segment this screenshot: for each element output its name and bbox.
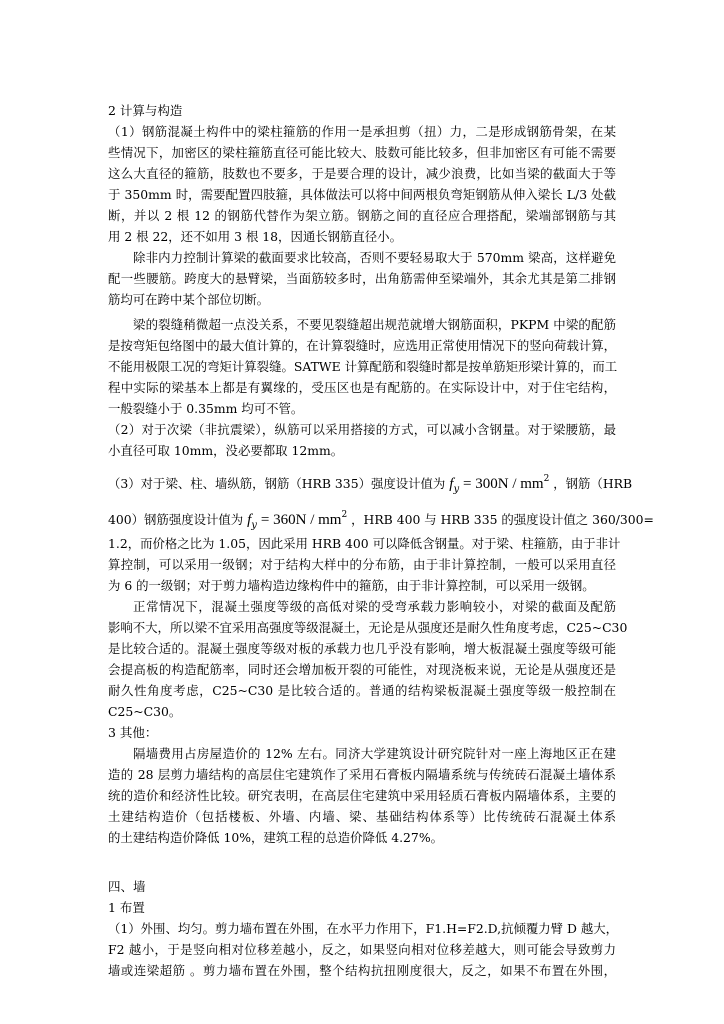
text-line: 不能用极限工况的弯矩计算裂缝。SATWE 计算配筋和裂缝时都是按单筋矩形梁计算的，而工 [108,359,618,374]
text-line: 配一些腰筋。跨度大的悬臂梁，当面筋较多时，出角筋需伸至梁端外，其余尤其是第二排钢 [108,271,616,286]
text-line: 断，并以 2 根 12 的钢筋代替作为架立筋。钢筋之间的直径应合理搭配，梁端部钢筋与其 [108,208,616,223]
text-segment: ，HRB 400 与 HRB 335 的强度设计值之 360/300= [351,512,654,527]
section-heading-2: 2 计算与构造 [108,103,183,118]
formula-symbol: f [449,476,454,492]
text-line: 小直径可取 10mm，没必要都取 12mm。 [108,443,344,458]
text-segment: 400）钢筋强度设计值为 [108,512,244,527]
text-line: 筋均可在跨中某个部位切断。 [108,292,270,307]
formula-line-fy-335 [108,461,633,497]
formula-superscript: 2 [543,474,550,484]
text-line: （1）钢筋混凝土构件中的梁柱箍筋的作用一是承担剪（扭）力，二是形成钢筋骨架，在某 [108,124,616,139]
formula-subscript: y [251,520,257,531]
text-line: 耐久性角度考虑，C25~C30 是比较合适的。普通的结构梁板混凝土强度等级一般控制在 [108,683,616,698]
section-heading-4: 四、墙 [108,879,146,894]
text-line: 用 2 根 22，还不如用 3 根 18，因通长钢筋直径小。 [108,229,402,244]
document-page [108,100,654,981]
text-segment: （3）对于梁、柱、墙纵筋，钢筋（HRB 335）强度设计值为 [108,476,446,491]
text-line: 会提高板的构造配筋率，同时还会增加板开裂的可能性，对现浇板来说，无论是从强度还是 [108,662,616,677]
formula-superscript: 2 [341,510,348,520]
text-line: 算控制，可以采用一级钢；对于结构大样中的分布筋，由于非计算控制，一般可以采用直径 [108,557,616,572]
formula-value: = 300N / mm [463,476,544,492]
text-segment: ，钢筋（HRB [553,476,633,491]
text-line: 除非内力控制计算梁的截面要求比较高，否则不要轻易取大于 570mm 梁高，这样避免 [133,250,616,265]
text-line: 造的 28 层剪力墙结构的高层住宅建筑作了采用石膏板内隔墙系统与传统砖石混凝土墙体系 [108,767,616,782]
text-line: F2 越小，于是竖向相对位移差越小，反之，如果竖向相对位移差越大，则可能会导致剪力 [108,942,616,957]
text-line: 些情况下，加密区的梁柱箍筋直径可能比较大、肢数可能比较多，但非加密区有可能不需要 [108,145,616,160]
text-line: 1.2，而价格之比为 1.05，因此采用 HRB 400 可以降低含钢量。对于梁、柱箍筋，由于非计 [108,536,621,551]
text-line: 是比较合适的。混凝土强度等级对板的承载力也几乎没有影响，增大板混凝土强度等级可能 [108,641,616,656]
text-line: 的土建结构造价降低 10%，建筑工程的总造价降低 4.27%。 [108,830,443,845]
text-line: 土建结构造价（包括楼板、外墙、内墙、梁、基础结构体系等）比传统砖石混凝土体系 [108,809,616,824]
text-line: 是按弯矩包络图中的最大值计算的，在计算裂缝时，应选用正常使用情况下的竖向荷载计算， [108,338,617,353]
text-line: 正常情况下，混凝土强度等级的高低对梁的受弯承载力影响较小，对梁的截面及配筋 [133,599,616,614]
text-line: 一般裂缝小于 0.35mm 均可不管。 [108,401,304,416]
section-heading-3: 3 其他： [108,725,158,740]
text-line: 影响不大，所以梁不宜采用高强度等级混凝土，无论是从强度还是耐久性角度考虑，C25~C30 [108,620,628,635]
text-line: 为 6 的一级钢；对于剪力墙构造边缘构件中的箍筋，由于非计算控制，可以采用一级钢。 [108,578,595,593]
text-line: 程中实际的梁基本上都是有翼缘的，受压区也是有配筋的。在实际设计中，对于住宅结构， [108,380,616,395]
subsection-heading: 1 布置 [108,900,145,915]
formula-subscript: y [453,484,460,495]
text-line: 这么大直径的箍筋，肢数也不要多，于是要合理的设计，减少浪费，比如当梁的截面大于等 [108,166,616,181]
formula-symbol: f [247,512,252,528]
text-line: 于 350mm 时，需要配置四肢箍，具体做法可以将中间两根负弯矩钢筋从伸入梁长 L/3 处截 [108,187,616,202]
text-line: （1）外围、均匀。剪力墙布置在外围，在水平力作用下，F1.H=F2.D,抗倾覆力臂 D 越大， [108,921,619,936]
formula-value: = 360N / mm [260,512,342,528]
text-line: 统的造价和经济性比较。研究表明，在高层住宅建筑中采用轻质石膏板内隔墙体系，主要的 [108,788,616,803]
text-line: 墙或连梁超筋 。剪力墙布置在外围，整个结构抗扭刚度很大，反之，如果不布置在外围， [108,963,616,978]
text-line: 隔墙费用占房屋造价的 12% 左右。同济大学建筑设计研究院针对一座上海地区正在建 [133,746,616,761]
text-line: 梁的裂缝稍微超一点没关系，不要见裂缝超出规范就增大钢筋面积，PKPM 中梁的配筋 [133,317,616,332]
text-line: （2）对于次梁（非抗震梁），纵筋可以采用搭接的方式，可以减小含钢量。对于梁腰筋，最 [108,422,616,437]
text-line: C25~C30。 [108,704,182,719]
formula-line-fy-400 [108,497,654,533]
